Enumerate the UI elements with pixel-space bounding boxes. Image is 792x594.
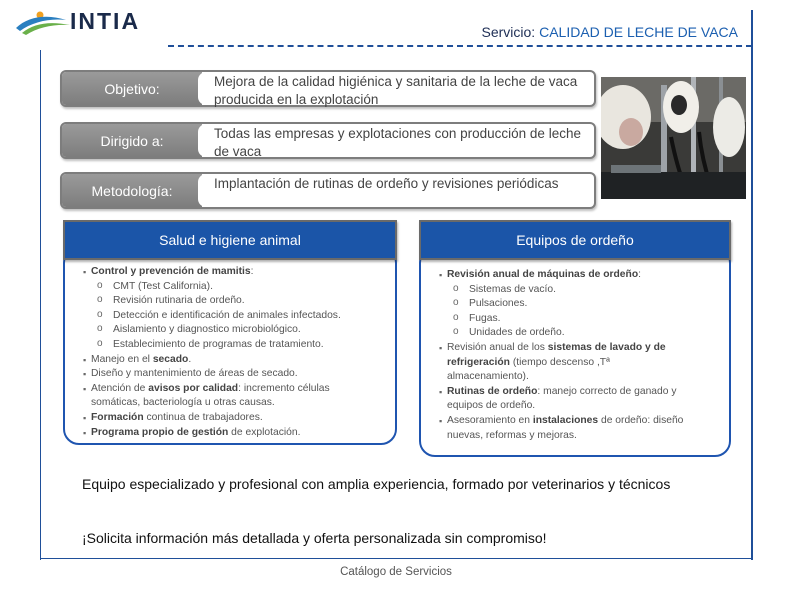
list-item: ▪ Atención de avisos por calidad: incremento células — [83, 382, 393, 397]
list-item: ▪ Control y prevención de mamitis: — [83, 265, 393, 280]
list-subitem: o Establecimiento de programas de tratamiento. — [83, 338, 393, 353]
list-item: ▪ Manejo en el secado. — [83, 353, 393, 368]
service-prefix: Servicio: — [481, 24, 536, 40]
list-subitem: o Sistemas de vacío. — [439, 283, 724, 298]
list-item-continuation: refrigeración (tiempo descenso ,Tª — [447, 356, 610, 368]
list-item: ▪ Programa propio de gestión de explotación. — [83, 426, 393, 441]
list-item-continuation: equipos de ordeño. — [447, 400, 536, 412]
health-list — [83, 265, 393, 440]
audience-row — [60, 122, 596, 159]
list-item: ▪ Asesoramiento en instalaciones de ordeño: diseño — [439, 414, 724, 429]
list-item-continuation: almacenamiento). — [447, 371, 529, 383]
list-item-continuation: somáticas, bacteriología u otras causas. — [91, 397, 275, 409]
methodology-row — [60, 172, 596, 209]
frame-border-right — [751, 10, 753, 560]
header-divider — [168, 45, 752, 47]
list-subitem: o Unidades de ordeño. — [439, 326, 724, 341]
objective-row — [60, 70, 596, 107]
milking-photo — [601, 77, 746, 199]
methodology-text: Implantación de rutinas de ordeño y revisiones periódicas — [214, 176, 559, 191]
list-subitem: o Detección e identificación de animales infectados. — [83, 309, 393, 324]
audience-label: Dirigido a: — [62, 124, 202, 157]
frame-border-left — [40, 50, 41, 560]
page-footer: Catálogo de Servicios — [340, 566, 452, 578]
frame-border-bottom — [40, 558, 752, 559]
logo-wordmark: INTIA — [70, 8, 141, 34]
list-subitem: o Aislamiento y diagnostico microbiológico. — [83, 323, 393, 338]
list-item: ▪ Diseño y mantenimiento de áreas de secado. — [83, 367, 393, 382]
audience-text: Todas las empresas y explotaciones con producción de leche de vaca — [214, 126, 581, 159]
list-item-continuation: nuevas, reformas y mejoras. — [447, 429, 577, 441]
list-subitem: o Fugas. — [439, 312, 724, 327]
team-statement: Equipo especializado y profesional con amplia experiencia, formado por veterinarios y técnicos — [82, 476, 671, 492]
list-subitem: o Revisión rutinaria de ordeño. — [83, 294, 393, 309]
health-panel-header: Salud e higiene animal — [63, 220, 397, 260]
objective-label: Objetivo: — [62, 72, 202, 105]
list-subitem: o Pulsaciones. — [439, 297, 724, 312]
milking-panel-header: Equipos de ordeño — [419, 220, 731, 260]
service-name: CALIDAD DE LECHE DE VACA — [539, 24, 738, 40]
list-item: ▪ Revisión anual de los sistemas de lavado y de — [439, 341, 724, 356]
contact-cta: ¡Solicita información más detallada y oferta personalizada sin compromiso! — [82, 530, 547, 546]
list-item: ▪ Formación continua de trabajadores. — [83, 411, 393, 426]
milking-list — [439, 268, 724, 443]
objective-text: Mejora de la calidad higiénica y sanitaria de la leche de vaca producida en la explotación — [214, 74, 578, 107]
list-item: ▪ Revisión anual de máquinas de ordeño: — [439, 268, 724, 283]
list-subitem: o CMT (Test California). — [83, 280, 393, 295]
service-title — [482, 24, 738, 40]
methodology-label: Metodología: — [62, 174, 202, 207]
list-item: ▪ Rutinas de ordeño: manejo correcto de ganado y — [439, 385, 724, 400]
logo-swoosh-icon — [14, 6, 74, 36]
